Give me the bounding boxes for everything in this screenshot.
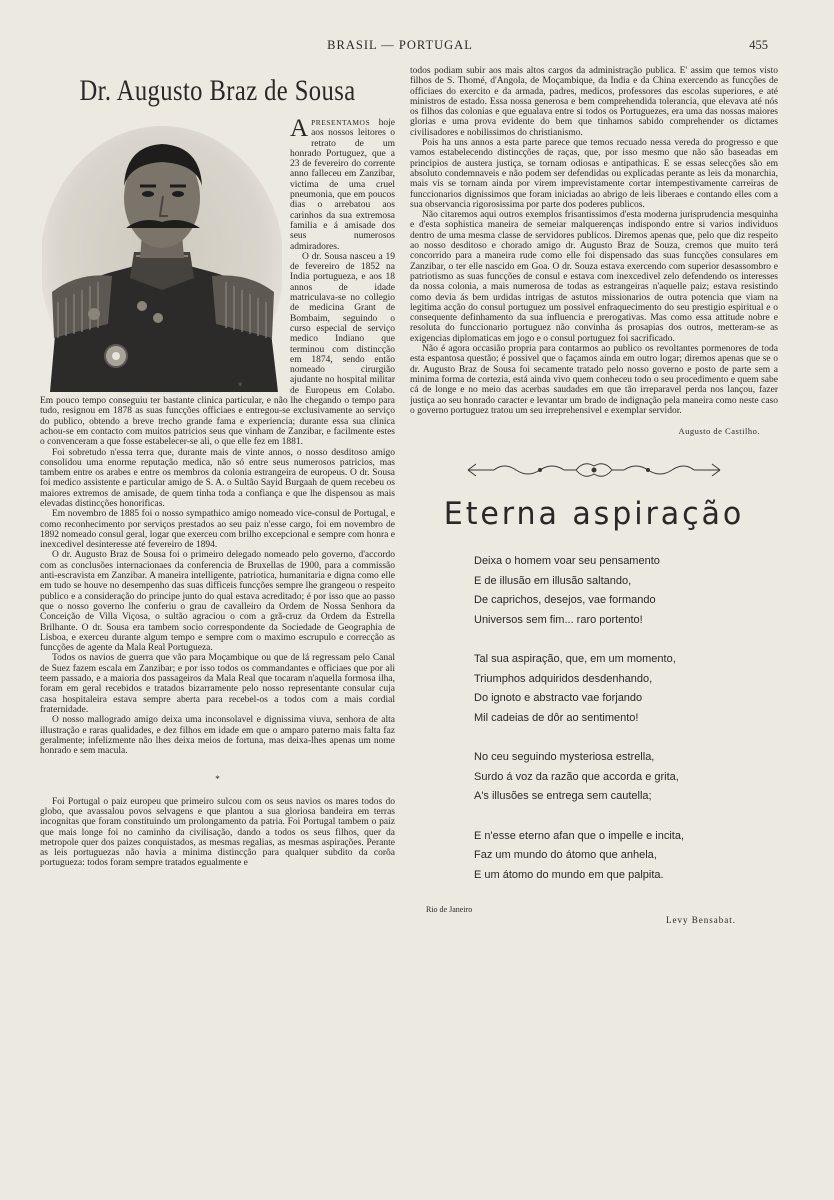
poem-line: Triumphos adquiridos desdenhando, xyxy=(474,672,653,685)
article-paragraph-10: Pois ha uns annos a esta parte parece que temos recuado nessa vereda do progresso e que vamos estabelecendo distincções de raças, que, por isso mesmo que não são baseadas em principios de austera justiça, se tornam odiosas e antipathicas. E se essas selecções são em absoluto condemnaveis e não podem ser defendidas ou explicadas perante as leis da monarchia, mais vis se tornam ainda por virem imprevistamente cortar intempestivamente carreiras de funccionarios dignissimos que foram iniciadas ao abrigo de leis liberaes e contando elles com a sua observancia rigorosissima por parte dos poderes publicos. xyxy=(410,138,778,210)
poem-line: Deixa o homem voar seu pensamento xyxy=(474,555,660,568)
poem-author: Levy Bensabat. xyxy=(666,915,736,926)
poem-stanza-3 xyxy=(474,748,778,807)
article-paragraph-4: Em novembro de 1885 foi o nosso sympathico amigo nomeado vice-consul de Portugal, e como reconhecimento por serviços prestados ao seu paiz n'esse cargo, foi em novembro de 1892 nomeado consul geral, logar que exerceu com brilho excepcional e sempre com honra e inexcedivel desinteresse até fevereiro de 1894. xyxy=(40,509,395,551)
running-head xyxy=(0,38,834,58)
poem-place: Rio de Janeiro xyxy=(426,905,473,915)
article-paragraph-6: Todos os navios de guerra que vão para Moçambique ou que de lá regressam pelo Canal de Suez fazem escala em Zanzibar; e por isso todos os commandantes e officiaes que por ali teem passado, e a maioria dos passageiros da Mala Real que tocaram n'aquella formosa ilha, foram em geral recebidos e tratados bizarramente pelo nosso representante consular cuja casa hospitaleira estava sempre aberta para recebel-os a todos com a mais cordial fraternidade. xyxy=(40,653,395,715)
running-title: BRASIL — PORTUGAL xyxy=(327,38,473,52)
poem-line: A's illusões se entrega sem cautella; xyxy=(474,790,652,803)
article-paragraph-11: Não citaremos aqui outros exemplos frisantissimos d'esta moderna jurisprudencia mesquinha e d'esta sophistica maneira de semeiar malquerenças indispondo entre si varios individuos dentro de uma mesma classe de servidores publicos. Diremos apenas que, pelo que diz respeito ao nosso desditoso e chorado amigo dr. Augusto Braz de Souza, cremos que muito terá concorrido para a maneira rude como elle foi dispensado das suas funcções consulares em Zanzibar, o ter elle nascido em Goa. O dr. Souza estava exercendo com superior desassombro e patriotismo as suas funcções de consul e estava com inexcedivel zelo defendendo os interesses da nossa colonia, a mais numerosa de todas as estrangeiras n'aquelle paiz; estava resistindo como devia ás bem urdidas intrigas de astutos missionarios de outra potencia que viam na legitima acção do consul portuguez um possivel enfraquecimento do seu prestigio espiritual e o consequente definhamento da sua influencia e prerogativas. Mas como essa attitude nobre e resoluta do funccionario portuguez não convinha ás prosapias dos outros, metteram-se as exigencias diplomaticas em jogo e o consul portuguez foi sacrificado. xyxy=(410,210,778,344)
right-column xyxy=(410,66,778,1186)
poem-line: E um átomo do mundo em que palpita. xyxy=(474,868,664,881)
article-paragraph-5: O dr. Augusto Braz de Sousa foi o primeiro delegado nomeado pelo governo, d'accordo com as conclusões internacionaes da conferencia de Bruxellas de 1900, para a commissão anti-escravista em Zanzibar. A maneira intelligente, patriotica, humanitaria e digna como elle em tudo se houve no desempenho das suas difficeis funcções sempre lhe grangeou o respeito publico e a consideração do principe junto do qual estava acreditado; é por isso que ao passo que o nosso governo lhe conferiu o grau de cavalleiro da Ordem de Nossa Senhora da Conceição de Villa Viçosa, o sultão agraciou o com a grã-cruz da Ordem da Estrella Brilhante. O dr. Sousa era tambem socio correspondente da Sociedade de Geographia de Lisboa, e exerceu durante algum tempo e sempre com o maximo escrupulo e correcção as funcções de agente da Mala Real Portugueza. xyxy=(40,550,395,654)
poem-stanza-1 xyxy=(474,552,778,630)
article-continuation xyxy=(410,66,778,436)
article-paragraph-7: O nosso mallogrado amigo deixa uma inconsolavel e dignissima viuva, senhora de alta illustração e raras qualidades, e dez filhos em idade em que o amparo paterno mais falta faz geralmente; infelizmente não lhes deixa meios de fortuna, mas deixa-lhes apenas um nome honrado e sem macula. xyxy=(40,715,395,757)
section-separator: * xyxy=(215,774,220,785)
poem-line: E de illusão em illusão saltando, xyxy=(474,574,632,587)
poem-line: E n'esse eterno afan que o impelle e incita, xyxy=(474,829,685,842)
ornament-divider-icon xyxy=(464,458,724,482)
poem-line: Tal sua aspiração, que, em um momento, xyxy=(474,653,676,666)
poem xyxy=(474,552,778,885)
poem-footer xyxy=(410,905,778,935)
poem-line: Universos sem fim... raro portento! xyxy=(474,613,643,626)
portrait xyxy=(42,124,282,394)
portrait-engraving xyxy=(42,124,282,394)
paragraph-text: hoje aos nossos leitores o retrato de um honrado Portuguez, que a 23 de fevereiro do corrente anno falleceu em Zanzibar, victima de uma cruel pneumonia, que em poucos dias o arrebatou aos carinhos da sua extremosa familia e á amisade dos seus numerosos admiradores. xyxy=(290,118,395,252)
left-column xyxy=(40,66,395,1166)
dropcap: A xyxy=(290,115,309,142)
article-paragraph-3: Foi sobretudo n'essa terra que, durante mais de vinte annos, o nosso desditoso amigo consolidou uma enorme reputação medica, não só entre seus numerosos patricios, mas tambem entre os arabes e entre os membros da colonia estrangeira de europeus. O dr. Sousa foi medico assistente e particular amigo de S. A. o Sultão Sayid Burgaah de quem recebeu os maiores extremos de amisade, de quem tinha toda a confiança e que lhe dispensou as mais elevadas distincções honorificas. xyxy=(40,447,395,509)
article-author: Augusto de Castilho. xyxy=(678,426,760,437)
article-paragraph-9: todos podiam subir aos mais altos cargos da administração publica. E' assim que temos visto filhos de S. Thomé, d'Angola, de Moçambique, da India e da China exercendo as funcções de officiaes do exercito e da armada, padres, medicos, professores das escolas superiores, e até ministros de estado. Essa nossa generosa e bem comprehendida tolerancia, que elevava até nós os filhos das colonias e que egualava entre si todos os Portuguezes, era uma das nossas maiores glorias e uma prova evidente do bem que tinhamos sabido comprehender os dictames civilisadores e nobilissimos do christianismo. xyxy=(410,66,778,138)
poem-line: De caprichos, desejos, vae formando xyxy=(474,594,656,607)
svg-text:✻: ✻ xyxy=(238,382,243,388)
poem-line: No ceu seguindo mysteriosa estrella, xyxy=(474,751,655,764)
article-body xyxy=(40,115,395,869)
poem-line: Do ignoto e abstracto vae forjando xyxy=(474,692,643,705)
poem-line: Faz um mundo do átomo que anhela, xyxy=(474,849,657,862)
poem-title: Eterna aspiração xyxy=(443,496,745,533)
poem-line: Surdo á voz da razão que accorda e grita, xyxy=(474,770,679,783)
article-paragraph-12: Não é agora occasião propria para contarmos ao publico os revoltantes pormenores de toda esta espantosa questão; é possivel que o façamos ainda em outro logar; diremos apenas que se o dr. Augusto Braz de Sousa foi secamente tratado pelo nosso governo e posto de parte sem a minima forma de cortezia, está ainda vivo quem conheceu todo o seu procedimento e quem sabe cá de longe e no meio das acerbas saudades em que tão irreparavel perda nos lançou, fazer justiça ao seu honrado caracter e levantar um brado de indignação pela maneira como neste caso o governo portuguez tratou um seu irreprehensivel e exemplar servidor. xyxy=(410,344,778,416)
poem-stanza-4 xyxy=(474,827,778,886)
article-paragraph-2: O dr. Sousa nasceu a 19 de fevereiro de 1852 na India portugueza, e aos 18 annos de idade matriculava-se no collegio de medicina Grant de Bombaim, seguindo o curso especial de serviço medico Indiano que terminou com distincção em 1874, sendo então nomeado cirurgião ajudante no hospital militar de Europeus em Colabo. Em pouco tempo conseguiu ter bastante clinica particular, e não lhe chegando o tempo para tudo, resignou em 1878 as suas funcções officiaes e entregou-se exclusivamente ao serviço do publico, obtendo a breve trecho grande fama e experiencia; durante essa sua clinica achou-se em contacto com muitos patricios seus que vinham de Zanzibar, e facilmente estes o convenceram a que fosse estabelecer-se ali, o que elle fez em 1881. xyxy=(40,251,395,448)
poem-stanza-2 xyxy=(474,650,778,728)
page-number: 455 xyxy=(749,38,768,52)
article-title: Dr. Augusto Braz de Sousa xyxy=(79,74,356,107)
poem-line: Mil cadeias de dôr ao sentimento! xyxy=(474,711,639,724)
article-paragraph-8: Foi Portugal o paiz europeu que primeiro sulcou com os seus navios os mares todos do globo, que avassalou povos selvagens e que plantou a sua gloriosa bandeira em terras incognitas que foram constituindo um prolongamento da patria. Foi Portugal tambem o paiz que mais longe foi no caminho da civilisação, dando a todos os seus filhos, quer da metropole quer dos paizes conquistados, as mesmas regalias, as mesmas aspirações. Perante as leis portuguezas não havia a minima distincção para qualquer subdito da corôa portugueza: todos foram sempre tratados egualmente e xyxy=(40,796,395,869)
opening-caps: PRESENTAMOS xyxy=(311,118,371,127)
